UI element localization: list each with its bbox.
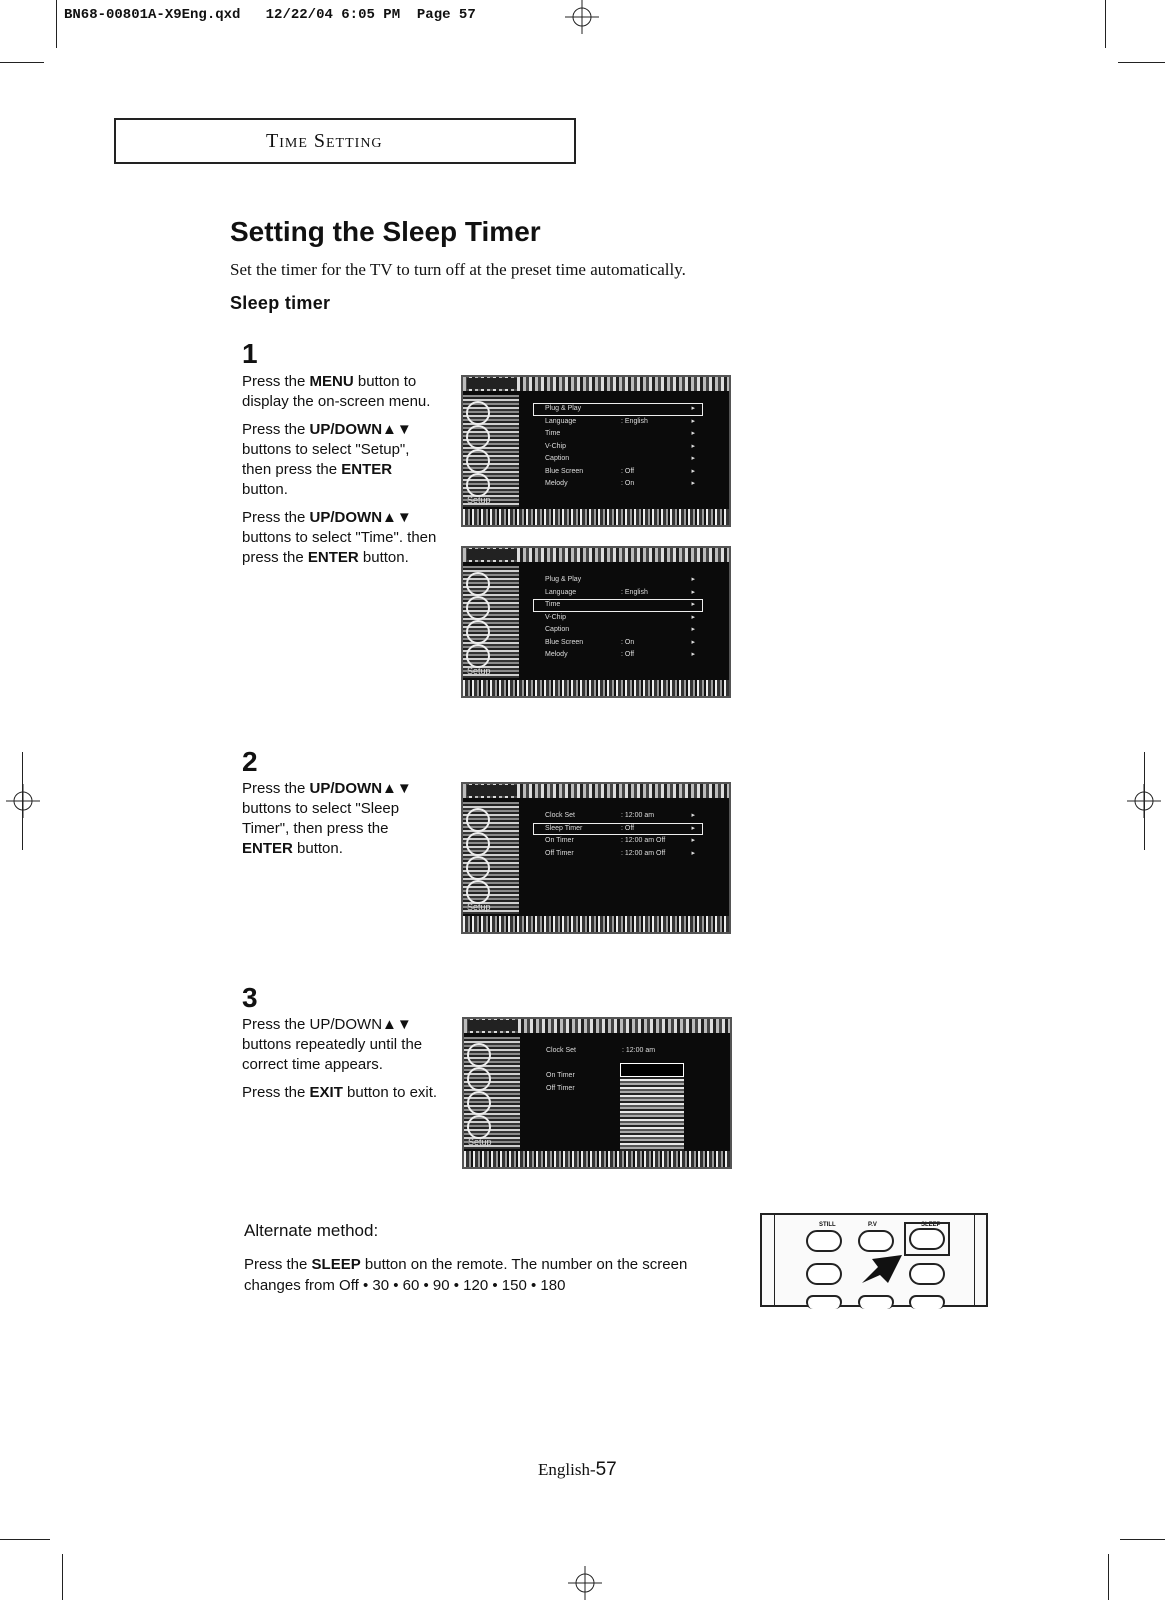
registration-mark-icon bbox=[565, 0, 599, 34]
menu-item-value: : English bbox=[621, 588, 648, 596]
osd-menu-item[interactable] bbox=[533, 810, 703, 823]
remote-pointer-icon bbox=[858, 1253, 904, 1289]
menu-item-label: Plug & Play bbox=[545, 576, 582, 583]
slug-time: 6:05 PM bbox=[341, 7, 401, 23]
category-icon bbox=[467, 1115, 491, 1139]
remote-button[interactable] bbox=[858, 1295, 894, 1309]
arrow-right-icon: ▸ bbox=[691, 576, 695, 583]
menu-item-label: Clock Set bbox=[546, 1047, 576, 1054]
category-icon bbox=[466, 473, 490, 497]
remote-edge bbox=[974, 1215, 975, 1305]
remote-label-sleep: SLEEP bbox=[921, 1222, 941, 1228]
osd-category-tabs bbox=[463, 395, 519, 507]
menu-item-label: Melody bbox=[545, 651, 568, 658]
button-keyword: ENTER bbox=[307, 549, 359, 566]
osd-help-bar bbox=[464, 1151, 730, 1167]
step-text: buttons to select "Setup", then press the bbox=[242, 441, 410, 478]
remote-button[interactable] bbox=[806, 1263, 842, 1285]
menu-item-label: V-Chip bbox=[545, 613, 567, 621]
button-keyword: UP/DOWN▲▼ bbox=[309, 421, 412, 438]
arrow-right-icon: ▸ bbox=[691, 442, 695, 450]
category-icon bbox=[466, 832, 490, 856]
arrow-right-icon: ▸ bbox=[691, 626, 695, 633]
page-footer bbox=[538, 1459, 617, 1481]
menu-item-label: Caption bbox=[545, 455, 570, 462]
subheading: Sleep timer bbox=[230, 293, 331, 313]
sleep-time-options[interactable] bbox=[620, 1063, 684, 1157]
registration-mark-icon bbox=[1127, 784, 1161, 818]
section-header-box bbox=[114, 118, 576, 164]
osd-menu-list bbox=[533, 810, 703, 860]
crop-mark bbox=[0, 1539, 50, 1540]
tv-logo bbox=[467, 378, 517, 389]
arrow-right-icon: ▸ bbox=[691, 417, 695, 425]
alternate-heading: Alternate method: bbox=[244, 1221, 379, 1240]
osd-help-bar bbox=[463, 509, 729, 525]
tv-logo bbox=[467, 785, 517, 796]
remote-edge bbox=[774, 1215, 775, 1305]
sleep-button[interactable] bbox=[909, 1228, 945, 1250]
osd-category-tabs bbox=[464, 1037, 520, 1149]
setup-tab-label: Setup bbox=[468, 1137, 492, 1147]
step-text: button. bbox=[292, 840, 343, 857]
osd-screen-time bbox=[461, 546, 731, 698]
button-keyword: UP/DOWN▲▼ bbox=[309, 509, 412, 526]
step-paragraph bbox=[242, 1015, 447, 1075]
alternate-text-post: button on the remote. The number on the screen changes from Off • 30 • 60 • 90 • 120 • 150 • 180 bbox=[244, 1256, 688, 1294]
setup-tab-label: Setup bbox=[467, 495, 491, 505]
remote-illustration bbox=[760, 1213, 988, 1307]
menu-item-value: : On bbox=[621, 480, 635, 487]
footer-lang: English- bbox=[538, 1460, 596, 1479]
menu-item-label: On Timer bbox=[546, 1072, 575, 1079]
slug-date: 12/22/04 bbox=[265, 7, 333, 23]
button-keyword: ENTER bbox=[242, 840, 293, 857]
step-instructions bbox=[242, 372, 442, 576]
arrow-right-icon: ▸ bbox=[691, 601, 695, 608]
setup-tab-label: Setup bbox=[467, 666, 491, 676]
print-slug bbox=[64, 7, 476, 23]
step-text: Press the UP/DOWN▲▼ buttons repeatedly until the correct time appears. bbox=[242, 1016, 423, 1073]
osd-title-bar bbox=[463, 548, 729, 562]
arrow-right-icon: ▸ bbox=[691, 480, 695, 487]
step-text: buttons to select "Time". then press the bbox=[242, 529, 437, 566]
arrow-right-icon: ▸ bbox=[691, 651, 695, 658]
crop-mark bbox=[56, 0, 57, 48]
osd-menu-list bbox=[533, 574, 703, 662]
osd-screen-sleep-timer bbox=[461, 782, 731, 934]
category-icon bbox=[467, 1043, 491, 1067]
remote-label-still: STILL bbox=[819, 1222, 836, 1228]
menu-item-value: : 12:00 am bbox=[622, 1047, 656, 1054]
menu-item-label: On Timer bbox=[545, 837, 574, 844]
arrow-right-icon: ▸ bbox=[691, 430, 695, 437]
menu-item-label: Time bbox=[545, 601, 561, 608]
section-label: Time Setting bbox=[266, 130, 383, 152]
crop-mark bbox=[1105, 0, 1106, 48]
menu-item-value: : Off bbox=[621, 467, 635, 475]
step-instructions bbox=[242, 1015, 447, 1111]
step-text: Press the bbox=[242, 780, 310, 797]
registration-mark-icon bbox=[568, 1566, 602, 1600]
menu-item-value: : 12:00 am bbox=[621, 812, 655, 819]
step-number: 2 bbox=[242, 746, 258, 777]
menu-item-value: : On bbox=[621, 638, 635, 646]
osd-menu-item[interactable] bbox=[533, 574, 703, 587]
osd-help-bar bbox=[463, 680, 729, 696]
step-text: Press the bbox=[242, 509, 310, 526]
menu-item-label: Time bbox=[545, 430, 561, 437]
osd-menu-list bbox=[533, 403, 703, 491]
registration-mark-icon bbox=[6, 784, 40, 818]
category-icon bbox=[466, 620, 490, 644]
osd-menu-item[interactable] bbox=[533, 428, 703, 441]
alternate-text bbox=[244, 1254, 704, 1296]
category-icon bbox=[466, 880, 490, 904]
osd-menu-item[interactable] bbox=[533, 587, 703, 600]
step-text: Press the bbox=[242, 373, 310, 390]
slug-page-label: Page bbox=[416, 7, 451, 23]
menu-item-label: V-Chip bbox=[545, 442, 567, 450]
arrow-right-icon: ▸ bbox=[691, 588, 695, 596]
remote-label-pv: P.V bbox=[868, 1222, 877, 1228]
menu-item-label: Off Timer bbox=[545, 849, 574, 857]
osd-category-tabs bbox=[463, 802, 519, 914]
osd-menu-item[interactable] bbox=[533, 416, 703, 429]
osd-menu-item[interactable] bbox=[533, 848, 703, 861]
step-paragraph bbox=[242, 420, 442, 500]
arrow-right-icon: ▸ bbox=[691, 837, 695, 844]
arrow-right-icon: ▸ bbox=[691, 613, 695, 621]
category-icon bbox=[466, 572, 490, 596]
step-text: buttons to select "Sleep Timer", then press the bbox=[242, 800, 400, 837]
sleep-time-selected[interactable] bbox=[620, 1063, 684, 1077]
step-paragraph bbox=[242, 372, 442, 412]
category-icon bbox=[466, 596, 490, 620]
still-button[interactable] bbox=[806, 1230, 842, 1252]
step-text: button to display the on-screen menu. bbox=[242, 373, 431, 410]
intro-text: Set the timer for the TV to turn off at the preset time automatically. bbox=[230, 260, 686, 279]
step-paragraph bbox=[242, 508, 442, 568]
alternate-text-pre: Press the bbox=[244, 1256, 312, 1273]
pv-button[interactable] bbox=[858, 1230, 894, 1252]
menu-item-label: Language bbox=[545, 417, 577, 425]
osd-menu-item[interactable] bbox=[533, 637, 703, 650]
crop-mark bbox=[1118, 62, 1165, 63]
button-keyword: EXIT bbox=[309, 1084, 343, 1101]
crop-mark bbox=[1108, 1554, 1109, 1600]
step-paragraph bbox=[242, 779, 442, 859]
osd-menu-item[interactable] bbox=[533, 466, 703, 479]
category-icon bbox=[466, 425, 490, 449]
arrow-right-icon: ▸ bbox=[691, 405, 695, 412]
arrow-right-icon: ▸ bbox=[691, 638, 695, 646]
setup-tab-label: Setup bbox=[467, 902, 491, 912]
category-icon bbox=[466, 449, 490, 473]
osd-screen-sleep-select bbox=[462, 1017, 732, 1169]
menu-item-value: : Off bbox=[621, 651, 635, 658]
step-number: 1 bbox=[242, 338, 258, 369]
menu-item-label: Blue Screen bbox=[545, 467, 584, 475]
osd-menu-item[interactable] bbox=[533, 403, 703, 416]
osd-menu-item[interactable] bbox=[533, 823, 703, 836]
crop-mark bbox=[62, 1554, 63, 1600]
osd-screen-setup bbox=[461, 375, 731, 527]
button-keyword: MENU bbox=[309, 373, 354, 390]
step-paragraph bbox=[242, 1083, 447, 1103]
arrow-right-icon: ▸ bbox=[691, 849, 695, 857]
osd-menu-item[interactable] bbox=[534, 1045, 704, 1058]
menu-item-label: Off Timer bbox=[546, 1084, 575, 1092]
osd-menu-item[interactable] bbox=[533, 599, 703, 612]
osd-title-bar bbox=[463, 377, 729, 391]
button-keyword: ENTER bbox=[341, 461, 393, 478]
arrow-right-icon: ▸ bbox=[691, 824, 695, 832]
arrow-right-icon: ▸ bbox=[691, 467, 695, 475]
menu-item-value: : English bbox=[621, 417, 648, 425]
osd-menu-item[interactable] bbox=[533, 835, 703, 848]
menu-item-label: Blue Screen bbox=[545, 638, 584, 646]
crop-mark bbox=[1120, 1539, 1165, 1540]
slug-file: BN68-00801A-X9Eng.qxd bbox=[64, 7, 241, 23]
menu-item-label: Clock Set bbox=[545, 812, 575, 819]
page-title: Setting the Sleep Timer bbox=[230, 216, 541, 247]
osd-title-bar bbox=[464, 1019, 730, 1033]
step-text: Press the bbox=[242, 421, 310, 438]
slug-page-num: 57 bbox=[458, 7, 476, 23]
step-instructions bbox=[242, 779, 442, 867]
sleep-keyword: SLEEP bbox=[311, 1256, 361, 1273]
osd-menu-item[interactable] bbox=[533, 478, 703, 491]
menu-item-label: Language bbox=[545, 588, 577, 596]
menu-item-value: : 12:00 am Off bbox=[621, 837, 666, 844]
menu-item-label: Caption bbox=[545, 626, 570, 633]
category-icon bbox=[466, 401, 490, 425]
category-icon bbox=[466, 808, 490, 832]
menu-item-label: Sleep Timer bbox=[545, 824, 583, 832]
button-keyword: UP/DOWN▲▼ bbox=[309, 780, 412, 797]
step-number: 3 bbox=[242, 982, 258, 1013]
osd-title-bar bbox=[463, 784, 729, 798]
osd-menu-item[interactable] bbox=[533, 649, 703, 662]
remote-button[interactable] bbox=[909, 1295, 945, 1309]
crop-mark bbox=[0, 62, 44, 63]
footer-page-number: 57 bbox=[595, 1459, 617, 1480]
osd-category-tabs bbox=[463, 566, 519, 678]
remote-button[interactable] bbox=[806, 1295, 842, 1309]
category-icon bbox=[466, 856, 490, 880]
category-icon bbox=[466, 644, 490, 668]
osd-menu-item[interactable] bbox=[533, 624, 703, 637]
menu-item-label: Plug & Play bbox=[545, 405, 582, 412]
category-icon bbox=[467, 1091, 491, 1115]
step-text: button. bbox=[358, 549, 409, 566]
arrow-right-icon: ▸ bbox=[691, 455, 695, 462]
menu-item-value: : Off bbox=[621, 824, 635, 832]
category-icon bbox=[467, 1067, 491, 1091]
tv-logo bbox=[468, 1020, 518, 1031]
osd-help-bar bbox=[463, 916, 729, 932]
step-text: button to exit. bbox=[342, 1084, 438, 1101]
menu-item-value: : 12:00 am Off bbox=[621, 849, 666, 857]
remote-button[interactable] bbox=[909, 1263, 945, 1285]
tv-logo bbox=[467, 549, 517, 560]
menu-item-label: Melody bbox=[545, 480, 568, 487]
osd-menu-item[interactable] bbox=[533, 441, 703, 454]
osd-menu-item[interactable] bbox=[533, 453, 703, 466]
osd-menu-item[interactable] bbox=[533, 612, 703, 625]
step-text: button. bbox=[242, 481, 288, 498]
arrow-right-icon: ▸ bbox=[691, 812, 695, 819]
step-text: Press the bbox=[242, 1084, 310, 1101]
